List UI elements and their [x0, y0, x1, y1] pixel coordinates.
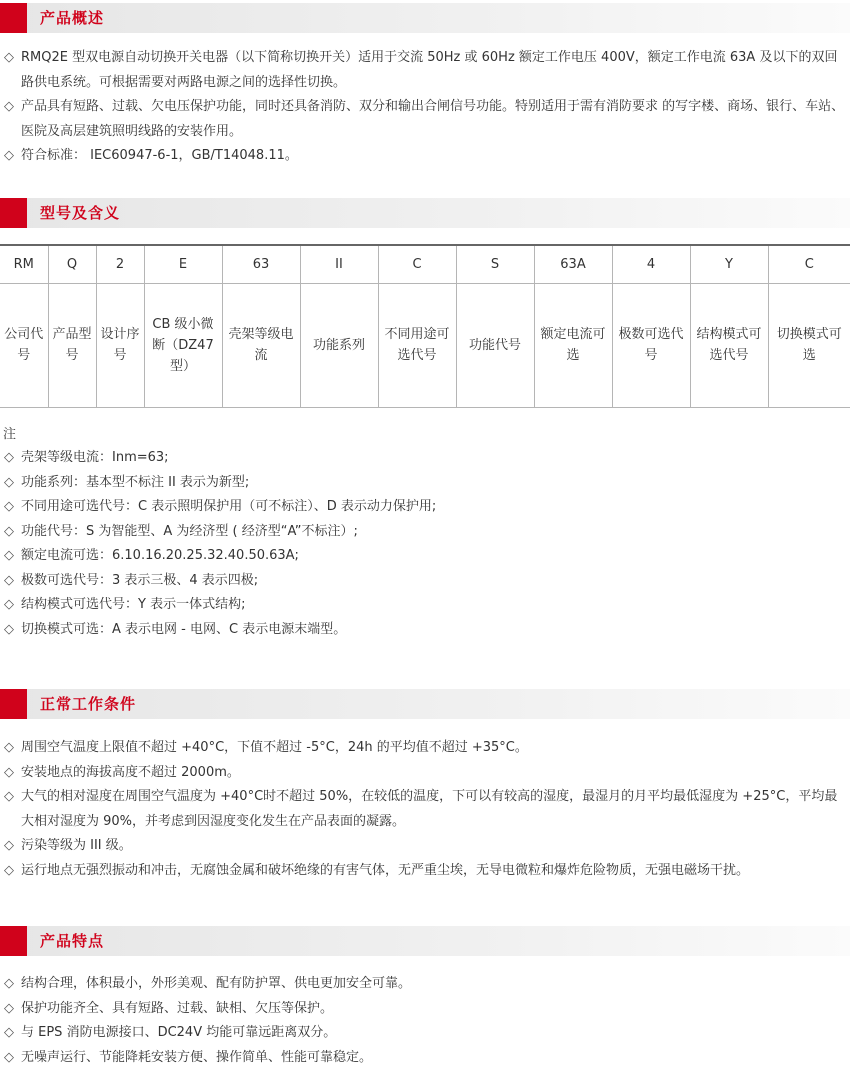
section-accent-bar [0, 3, 27, 33]
table-cell: 设计序号 [96, 283, 144, 407]
table-cell: 壳架等级电流 [222, 283, 300, 407]
section-title-model: 型号及含义 [40, 204, 121, 222]
diamond-bullet-icon: ◇ [4, 1025, 14, 1040]
list-item: ◇ 符合标准： IEC60947-6-1，GB/T14048.11。 [0, 144, 850, 169]
table-cell: 额定电流可选 [534, 283, 612, 407]
table-cell: Q [48, 245, 96, 283]
list-item: ◇ 无噪声运行、节能降耗安装方便、操作简单、性能可靠稳定。 [0, 1046, 850, 1071]
list-item: ◇ 与 EPS 消防电源接口、DC24V 均能可靠远距离双分。 [0, 1021, 850, 1046]
section-title-features: 产品特点 [40, 932, 105, 950]
table-row-codes [0, 245, 850, 283]
list-item: ◇ 功能系列：基本型不标注 II 表示为新型; [0, 471, 850, 496]
table-cell: C [768, 245, 850, 283]
table-cell: E [144, 245, 222, 283]
table-cell: 功能代号 [456, 283, 534, 407]
conditions-list [0, 736, 850, 883]
model-code-table [0, 244, 850, 408]
table-cell: 切换模式可选 [768, 283, 850, 407]
list-item: ◇ 产品具有短路、过载、欠电压保护功能，同时还具备消防、双分和输出合闸信号功能。特别适用于需有消防要求 的写字楼、商场、银行、车站、医院及高层建筑照明线路的安装作用。 [0, 95, 850, 144]
section-header-features [0, 926, 850, 956]
diamond-bullet-icon: ◇ [4, 862, 14, 878]
list-item: ◇ 大气的相对湿度在周围空气温度为 +40°C时不超过 50%，在较低的温度，下可以有较高的湿度，最湿月的月平均最低湿度为 +25°C，平均最大相对湿度为 90%，并考虑到因湿度变化发生在产品表面的凝露。 [0, 785, 850, 834]
diamond-bullet-icon: ◇ [4, 764, 14, 780]
diamond-bullet-icon: ◇ [4, 621, 14, 637]
list-item: ◇ 周围空气温度上限值不超过 +40°C，下值不超过 -5°C，24h 的平均值不超过 +35°C。 [0, 736, 850, 761]
list-item: ◇ 保护功能齐全、具有短路、过载、缺相、欠压等保护。 [0, 997, 850, 1022]
list-item: ◇ 污染等级为 III 级。 [0, 834, 850, 859]
diamond-bullet-icon: ◇ [4, 523, 14, 539]
list-item: ◇ 结构模式可选代号：Y 表示一体式结构; [0, 593, 850, 618]
table-cell: 产品型号 [48, 283, 96, 407]
list-item: ◇ 壳架等级电流：Inm=63; [0, 446, 850, 471]
table-cell: 公司代号 [0, 283, 48, 407]
table-row-meanings [0, 283, 850, 407]
diamond-bullet-icon: ◇ [4, 789, 14, 804]
section-title-conditions: 正常工作条件 [40, 695, 137, 713]
list-item: ◇ 不同用途可选代号：C 表示照明保护用（可不标注）、D 表示动力保护用; [0, 495, 850, 520]
table-cell: 4 [612, 245, 690, 283]
section-header-model [0, 198, 850, 228]
section-header-overview [0, 3, 850, 33]
table-cell: 功能系列 [300, 283, 378, 407]
diamond-bullet-icon: ◇ [4, 474, 14, 490]
model-notes-list [0, 446, 850, 642]
list-item: ◇ 结构合理，体积最小，外形美观、配有防护罩、供电更加安全可靠。 [0, 972, 850, 997]
list-item: ◇ 安装地点的海拔高度不超过 2000m。 [0, 761, 850, 786]
note-label: 注 [3, 427, 17, 442]
table-cell: 2 [96, 245, 144, 283]
section-title-overview: 产品概述 [40, 9, 105, 27]
diamond-bullet-icon: ◇ [4, 548, 14, 563]
table-cell: 63A [534, 245, 612, 283]
table-cell: Y [690, 245, 768, 283]
section-accent-bar [0, 198, 27, 228]
section-accent-bar [0, 689, 27, 719]
table-cell: CB 级小微断（DZ47 型） [144, 283, 222, 407]
diamond-bullet-icon: ◇ [4, 1000, 14, 1016]
diamond-bullet-icon: ◇ [4, 450, 14, 465]
diamond-bullet-icon: ◇ [4, 1049, 14, 1065]
diamond-bullet-icon: ◇ [4, 597, 14, 612]
list-item: ◇ 功能代号：S 为智能型、A 为经济型 ( 经济型“A”不标注）; [0, 520, 850, 545]
diamond-bullet-icon: ◇ [4, 838, 14, 853]
table-cell: RM [0, 245, 48, 283]
list-item: ◇ 极数可选代号：3 表示三极、4 表示四极; [0, 569, 850, 594]
features-list [0, 972, 850, 1070]
diamond-bullet-icon: ◇ [4, 572, 14, 588]
section-header-conditions [0, 689, 850, 719]
table-cell: 63 [222, 245, 300, 283]
table-cell: C [378, 245, 456, 283]
list-item: ◇ 额定电流可选：6.10.16.20.25.32.40.50.63A; [0, 544, 850, 569]
diamond-bullet-icon: ◇ [4, 99, 14, 114]
diamond-bullet-icon: ◇ [4, 740, 14, 755]
list-item: ◇ 运行地点无强烈振动和冲击，无腐蚀金属和破坏绝缘的有害气体，无严重尘埃，无导电微粒和爆炸危险物质，无强电磁场干扰。 [0, 859, 850, 884]
section-accent-bar [0, 926, 27, 956]
overview-list [0, 46, 850, 169]
table-cell: 结构模式可选代号 [690, 283, 768, 407]
list-item: ◇ RMQ2E 型双电源自动切换开关电器（以下简称切换开关）适用于交流 50Hz 或 60Hz 额定工作电压 400V，额定工作电流 63A 及以下的双回路供电系统。可根据需要对两路电源之间的选择性切换。 [0, 46, 850, 95]
diamond-bullet-icon: ◇ [4, 148, 14, 163]
table-cell: 不同用途可选代号 [378, 283, 456, 407]
table-cell: 极数可选代号 [612, 283, 690, 407]
table-cell: II [300, 245, 378, 283]
list-item: ◇ 切换模式可选：A 表示电网 - 电网、C 表示电源末端型。 [0, 618, 850, 643]
diamond-bullet-icon: ◇ [4, 50, 14, 65]
diamond-bullet-icon: ◇ [4, 976, 14, 991]
diamond-bullet-icon: ◇ [4, 499, 14, 514]
table-cell: S [456, 245, 534, 283]
